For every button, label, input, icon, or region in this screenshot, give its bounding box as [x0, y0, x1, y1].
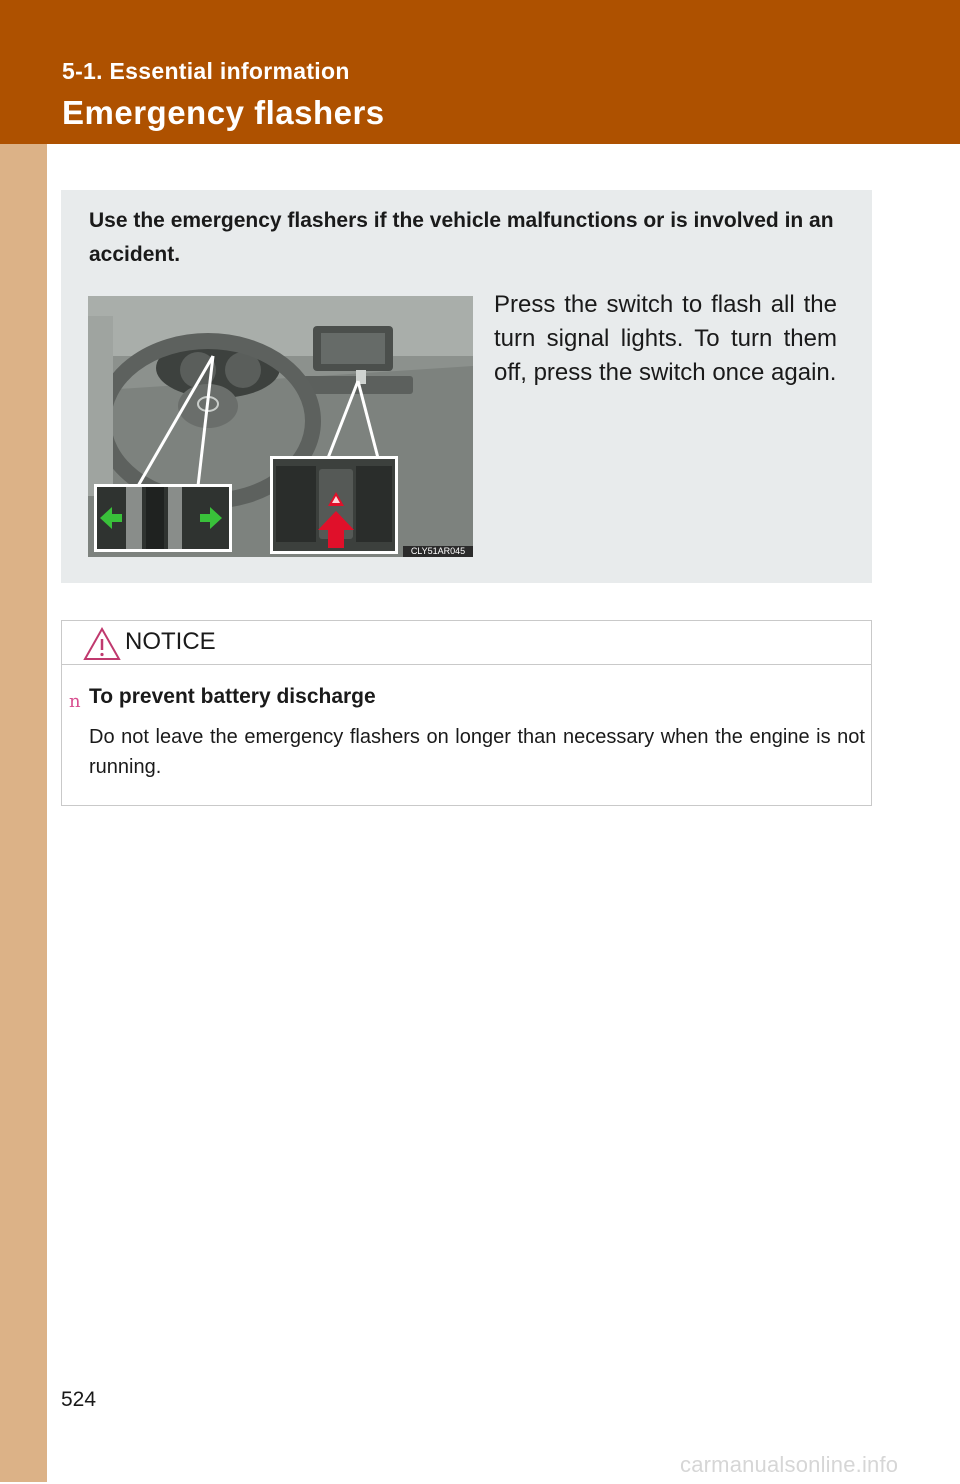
notice-box [61, 620, 872, 806]
section-label: 5-1. Essential information [62, 58, 350, 84]
figure-code: CLY51AR045 [403, 546, 473, 557]
warning-triangle-icon [83, 627, 121, 661]
page-header [0, 0, 960, 144]
dashboard-illustration [88, 296, 473, 557]
intro-text: Use the emergency flashers if the vehicle malfunctions or is involved in an accident. [89, 209, 834, 266]
notice-header [62, 621, 871, 665]
side-tab-band [0, 0, 47, 1482]
notice-body: Do not leave the emergency flashers on longer than necessary when the engine is not running. [89, 726, 865, 778]
dashboard-figure [88, 296, 473, 557]
notice-subheading: To prevent battery discharge [89, 685, 376, 708]
notice-title: NOTICE [125, 628, 216, 655]
page-number: 524 [61, 1388, 97, 1411]
page-title: Emergency flashers [62, 94, 385, 131]
watermark: carmanualsonline.info [680, 1452, 899, 1477]
bullet-marker: n [69, 691, 81, 712]
info-box [61, 190, 872, 583]
instruction-text: Press the switch to flash all the turn signal lights. To turn them off, press the switch once again. [494, 291, 837, 386]
